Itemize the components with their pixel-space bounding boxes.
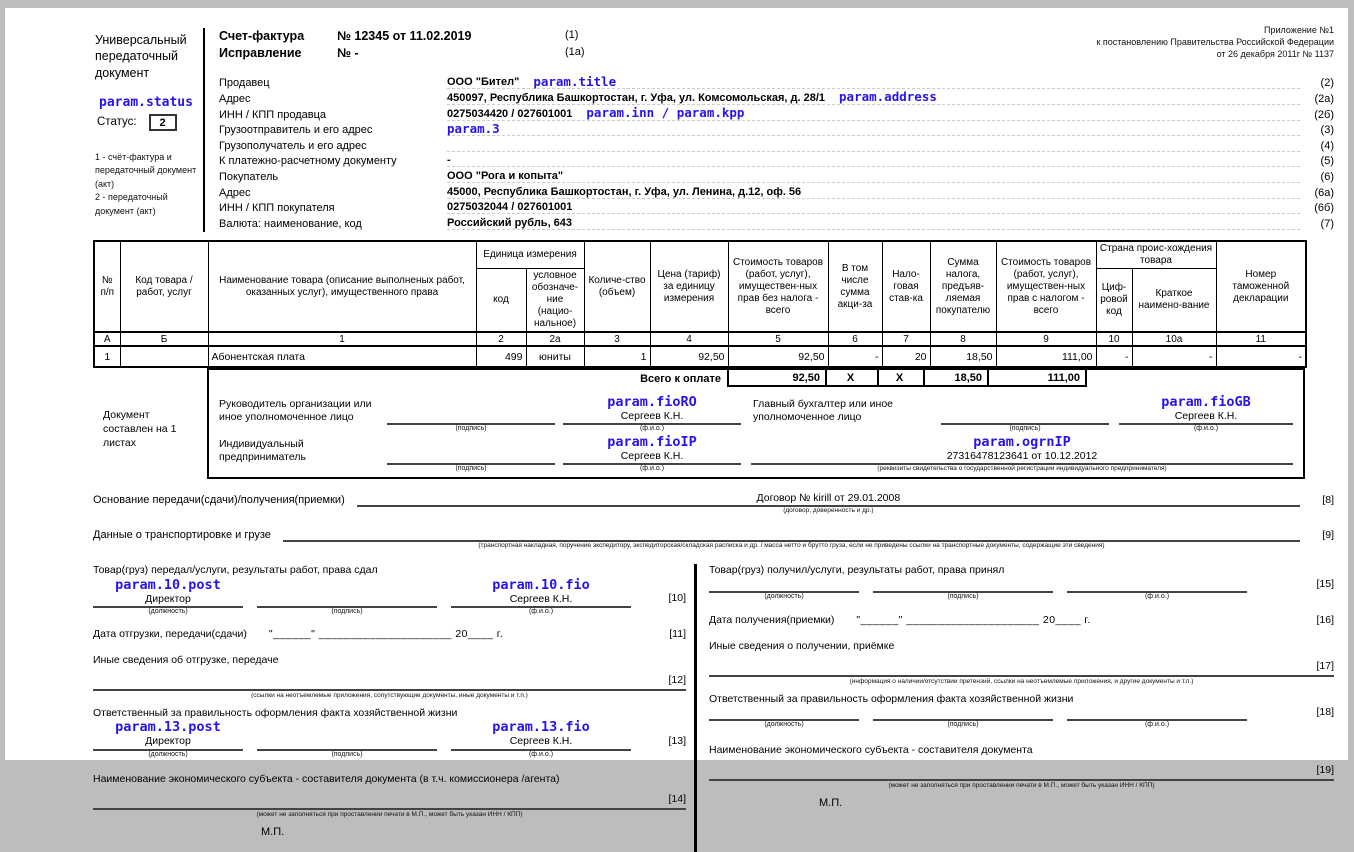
responsible-fio-field <box>451 720 631 759</box>
param-13-post-placeholder[interactable]: param.13.post <box>115 719 221 736</box>
status-value-box[interactable]: 2 <box>149 114 177 131</box>
invoice-title-row <box>219 28 719 45</box>
code-cell: 10 <box>1096 332 1132 346</box>
row-value-area <box>447 91 1300 105</box>
shipper-signature-line <box>257 594 437 608</box>
responsible-signature-caption: (подпись) <box>331 750 363 758</box>
shipper-fio-value: Сергеев К.Н. <box>451 593 631 608</box>
shipper-fio-field <box>451 578 631 617</box>
col-header-country-group: Страна проис-хождения товара <box>1096 241 1216 269</box>
col-header-cost-without-tax: Стоимость товаров (работ, услуг), имуществен-ных прав без налога - всего <box>728 241 828 332</box>
row-value-area <box>447 170 1300 183</box>
total-tax-sum: 18,50 <box>923 368 989 387</box>
receiver-resp-fio-field <box>1067 707 1247 729</box>
item-name: Абонентская плата <box>208 346 476 367</box>
row-label: К платежно-расчетному документу <box>219 155 397 168</box>
receiver-post-field <box>709 579 859 601</box>
row-value-area <box>447 217 1300 230</box>
head-signature-caption: (подпись) <box>455 425 487 433</box>
ip-fio-caption: (ф.и.о.) <box>639 464 665 472</box>
detail-row-buyer <box>219 167 1334 183</box>
marker-10: [10] <box>668 592 686 605</box>
receiver-resp-signature-line <box>873 707 1053 721</box>
total-cost-with-tax: 111,00 <box>987 368 1087 387</box>
shipment-date-blank: "______" _____________________ 20____ г. <box>268 628 504 641</box>
col-header-cost-with-tax: Стоимость товаров (работ, услуг), имуществен-ных прав с налогом - всего <box>996 241 1096 332</box>
shipper-responsible-label: Ответственный за правильность оформления факта хозяйственной жизни <box>93 707 458 720</box>
shipper-entity-caption: (может не заполняться при проставлении печати в М.П., может быть указан ИНН / КПП) <box>256 810 523 818</box>
row-value-area <box>447 73 1300 90</box>
code-cell: 2 <box>476 332 526 346</box>
transport-field <box>283 528 1300 550</box>
marker-11: [11] <box>669 628 686 641</box>
invoice-title-block <box>219 28 719 62</box>
detail-row-payment-doc <box>219 152 1334 168</box>
marker-14: [14] <box>668 792 686 805</box>
param-13-fio-placeholder[interactable]: param.13.fio <box>492 719 590 736</box>
receiver-signature-caption: (подпись) <box>947 593 979 601</box>
shipper-post-value: Директор <box>93 593 243 608</box>
ip-registration-value: 27316478123641 от 10.12.2012 <box>751 450 1293 465</box>
row-marker: (6) <box>1320 170 1334 183</box>
row-value-area <box>447 186 1300 199</box>
code-cell: 10а <box>1132 332 1216 346</box>
receiver-post-caption: (должность) <box>764 593 804 601</box>
code-cell: 2а <box>526 332 584 346</box>
upd-left-panel <box>93 28 205 232</box>
row-value-area <box>447 151 1300 152</box>
receiver-entity-caption: (может не заполняться при проставлении печати в М.П., может быть указан ИНН / КПП) <box>888 781 1155 789</box>
marker-14-row <box>93 793 686 805</box>
ip-registration-field <box>751 435 1293 473</box>
param-inn-kpp-placeholder[interactable]: param.inn / param.kpp <box>586 105 745 121</box>
row-marker: (6б) <box>1314 202 1334 215</box>
row-value: ООО "Бител" <box>447 76 520 89</box>
row-value: 45000, Республика Башкортостан, г. Уфа, ул. Ленина, д.12, оф. 56 <box>447 185 802 198</box>
row-label: Грузополучатель и его адрес <box>219 139 367 152</box>
receiving-other-caption: (информация о наличии/отсутствии претензий, ссылки на неотъемлемые приложения, и другие документы и т.п.) <box>849 677 1194 685</box>
row-value-area <box>447 201 1300 214</box>
receiver-resp-post-line <box>709 707 859 721</box>
receiver-entity-label: Наименование экономического субъекта - составителя документа <box>709 743 1033 756</box>
regulation-note <box>719 24 1334 62</box>
row-label: Адрес <box>219 92 251 105</box>
row-value: 0275034420 / 027601001 <box>447 107 573 120</box>
responsible-post-value: Директор <box>93 735 243 750</box>
detail-row-consignor <box>219 121 1334 137</box>
responsible-post-caption: (должность) <box>148 750 188 758</box>
row-label: ИНН / КПП покупателя <box>219 202 335 215</box>
signature-row-ip <box>219 435 1293 474</box>
head-fio-field <box>563 395 741 434</box>
receiver-resp-fio-caption: (ф.и.о.) <box>1144 721 1170 729</box>
row-label: Покупатель <box>219 170 279 183</box>
item-unit-code: 499 <box>476 346 526 367</box>
row-value: 450097, Республика Башкортостан, г. Уфа, ул. Комсомольская, д. 28/1 <box>447 91 826 104</box>
marker-12-row <box>93 674 686 686</box>
param-address-placeholder[interactable]: param.address <box>839 89 937 105</box>
responsible-post-field <box>93 720 243 759</box>
receiver-signature-field <box>873 579 1053 601</box>
row-marker: (2б) <box>1314 108 1334 121</box>
shipper-title: Товар(груз) передал/услуги, результаты работ, права сдал <box>93 563 378 576</box>
marker-12: [12] <box>668 674 686 687</box>
head-signature-line <box>387 411 555 425</box>
transport-marker: [9] <box>1322 528 1334 541</box>
param-10-post-placeholder[interactable]: param.10.post <box>115 576 221 593</box>
item-unit-symbol: юниты <box>526 346 584 367</box>
col-header-qty: Количе-ство (объем) <box>584 241 650 332</box>
regulation-note-line1: Приложение №1 <box>1264 25 1334 35</box>
items-table <box>93 240 1307 368</box>
row-marker: (2) <box>1320 77 1334 90</box>
code-cell: 6 <box>828 332 882 346</box>
regulation-note-line2: к постановлению Правительства Российской Федерации <box>1096 37 1334 48</box>
receiver-resp-post-field <box>709 707 859 729</box>
head-signature-field <box>387 411 555 433</box>
row-label: ИНН / КПП продавца <box>219 108 326 121</box>
receiver-resp-signature-field <box>873 707 1053 729</box>
item-code <box>120 346 208 367</box>
responsible-signature-field <box>257 737 437 759</box>
shipper-post-caption: (должность) <box>148 608 188 615</box>
total-tax-rate: X <box>877 368 925 387</box>
shipper-signature-caption: (подпись) <box>331 608 363 615</box>
shipper-post-field <box>93 578 243 617</box>
row-value-area <box>447 154 1300 167</box>
status-legend-1: 1 - счёт-фактура и передаточный документ (акт) <box>95 151 197 189</box>
marker-18: [18] <box>1316 705 1334 718</box>
transport-data-row <box>93 528 1334 550</box>
col-header-item-code: Код товара / работ, услуг <box>120 241 208 332</box>
item-npp: 1 <box>94 346 120 367</box>
row-value: - <box>447 154 451 167</box>
total-excise: X <box>825 368 879 387</box>
detail-row-seller <box>219 74 1334 90</box>
regulation-note-line3: от 26 декабря 2011г № 1137 <box>1216 49 1334 60</box>
document-sheet <box>5 8 1348 838</box>
marker-17-row <box>709 660 1334 672</box>
shipper-entity-label: Наименование экономического субъекта - составителя документа (в т.ч. комиссионера /агента) <box>93 772 560 785</box>
transport-caption: (транспортная накладная, поручение экспедитору, экспедиторская/складская расписка и др. / масса нетто и брутто груза, если не приведены ссылки на транспортные документы, содержащие эти сведения) <box>478 541 1105 549</box>
item-country-code: - <box>1096 346 1132 367</box>
item-row <box>94 346 1306 367</box>
param-fio-ro-placeholder[interactable]: param.fioRO <box>607 394 697 410</box>
ip-signature-field <box>387 451 555 473</box>
line-marker-1a: (1а) <box>565 45 585 58</box>
top-section <box>93 25 1334 232</box>
row-value: Российский рубль, 643 <box>447 216 573 229</box>
row-marker: (2а) <box>1314 92 1334 105</box>
col-header-tax-rate: Нало-говая став-ка <box>882 241 930 332</box>
param-ogrn-ip-placeholder[interactable]: param.ogrnIP <box>973 434 1071 451</box>
ip-fio-field <box>563 435 741 474</box>
item-qty: 1 <box>584 346 650 367</box>
row-marker: (4) <box>1320 139 1334 152</box>
code-cell: 9 <box>996 332 1096 346</box>
accountant-signature-caption: (подпись) <box>1009 425 1041 433</box>
marker-16: [16] <box>1316 613 1334 626</box>
receiver-resp-fio-line <box>1067 707 1247 721</box>
basis-caption: (договор, доверенность и др.) <box>783 507 874 515</box>
marker-13: [13] <box>668 734 686 747</box>
col-header-unit-group: Единица измерения <box>476 241 584 269</box>
receiver-entity-line <box>709 779 1334 781</box>
receiver-fio-line <box>1067 579 1247 593</box>
responsible-fio-value: Сергеев К.Н. <box>451 735 631 750</box>
ip-fio-value: Сергеев К.Н. <box>563 450 741 465</box>
detail-row-consignee <box>219 136 1334 152</box>
code-cell: А <box>94 332 120 346</box>
accountant-signature-line <box>941 411 1109 425</box>
invoice-number: № 12345 от 11.02.2019 <box>337 29 472 43</box>
shipper-responsible-row <box>93 720 686 759</box>
col-header-country-name: Краткое наимено-вание <box>1132 269 1216 333</box>
shipper-signature-row <box>93 578 686 617</box>
row-marker: (6а) <box>1314 186 1334 199</box>
ip-signature-line <box>387 451 555 465</box>
basis-marker: [8] <box>1322 493 1334 506</box>
receiving-date-blank: "______" _____________________ 20____ г. <box>856 613 1091 626</box>
receiving-other-label: Иные сведения о получении, приёмке <box>709 639 895 652</box>
totals-row <box>209 370 1303 387</box>
col-header-customs-number: Номер таможенной декларации <box>1216 241 1306 332</box>
code-cell: 5 <box>728 332 828 346</box>
item-tax-rate: 20 <box>882 346 930 367</box>
receiver-stamp-label: М.П. <box>819 796 843 809</box>
receiver-title: Товар(груз) получил/услуги, результаты работ, права принял <box>709 563 1005 576</box>
receiver-fio-field <box>1067 579 1247 601</box>
col-header-tax-sum: Сумма налога, предъяв-ляемая покупателю <box>930 241 996 332</box>
basis-label: Основание передачи(сдачи)/получения(приемки) <box>93 493 345 506</box>
invoice-detail-rows <box>219 74 1334 230</box>
bottom-section <box>93 564 1334 852</box>
receiver-signature-row <box>709 578 1334 602</box>
marker-17: [17] <box>1316 659 1334 672</box>
param-fio-gb-placeholder[interactable]: param.fioGB <box>1161 394 1251 410</box>
detail-row-buyer-inn <box>219 199 1334 215</box>
shipment-date-row <box>93 628 686 640</box>
param-3-placeholder[interactable]: param.3 <box>447 120 500 136</box>
ip-signature-caption: (подпись) <box>455 464 487 472</box>
head-role-label: Руководитель организации или иное уполномоченное лицо <box>219 398 372 424</box>
status-label: Статус: <box>97 116 137 129</box>
signature-box <box>207 368 1305 479</box>
invoice-header <box>205 25 1334 232</box>
row-marker: (5) <box>1320 155 1334 168</box>
status-line <box>95 114 197 131</box>
code-cell: 1 <box>208 332 476 346</box>
shipment-date-label: Дата отгрузки, передачи(сдачи) <box>93 628 247 641</box>
shipper-signature-field <box>257 594 437 616</box>
code-cell: 4 <box>650 332 728 346</box>
signature-row-head <box>219 395 1293 434</box>
detail-row-currency <box>219 214 1334 230</box>
transport-label: Данные о транспортировке и грузе <box>93 528 271 541</box>
shipment-other-caption: (ссылки на неотъемлемые приложения, сопутствующие документы, иные документы и т.п.) <box>251 692 528 700</box>
receiver-responsible-row <box>709 706 1334 730</box>
total-cost-without-tax: 92,50 <box>727 368 827 387</box>
accountant-fio-value: Сергеев К.Н. <box>1119 410 1293 425</box>
shipment-other-line <box>93 689 686 691</box>
accountant-fio-caption: (ф.и.о.) <box>1193 425 1219 433</box>
correction-row <box>219 45 719 62</box>
shipper-column <box>93 564 697 852</box>
receiver-signature-line <box>873 579 1053 593</box>
line-marker-1: (1) <box>565 29 579 41</box>
invoice-header-top <box>219 25 1334 62</box>
marker-15: [15] <box>1316 577 1334 590</box>
column-codes-row <box>94 332 1306 346</box>
code-cell: 11 <box>1216 332 1306 346</box>
code-cell: 8 <box>930 332 996 346</box>
item-customs-number: - <box>1216 346 1306 367</box>
row-value: ООО "Рога и копыта" <box>447 169 564 182</box>
param-title-placeholder[interactable]: param.title <box>533 73 617 89</box>
head-fio-value: Сергеев К.Н. <box>563 410 741 425</box>
col-header-npp: № п/п <box>94 241 120 332</box>
status-legend-2: 2 - передаточный документ (акт) <box>95 192 168 216</box>
basis-value: Договор № kirill от 29.01.2008 <box>357 492 1300 507</box>
basis-field <box>357 492 1300 515</box>
receiver-column <box>697 564 1334 852</box>
upd-title: Универсальный передаточный документ <box>95 33 187 80</box>
receiver-fio-caption: (ф.и.о.) <box>1144 593 1170 601</box>
accountant-role-label: Главный бухгалтер или иное уполномоченное лицо <box>753 398 894 424</box>
shipper-entity-line <box>93 808 686 810</box>
row-label: Грузоотправитель и его адрес <box>219 124 373 137</box>
transport-value-line <box>283 528 1300 542</box>
col-header-country-code: Циф-ровой код <box>1096 269 1132 333</box>
responsible-signature-line <box>257 737 437 751</box>
correction-number: № - <box>337 45 359 60</box>
col-header-excise: В том числе сумма акци-за <box>828 241 882 332</box>
transfer-basis-row <box>93 492 1334 515</box>
item-tax-sum: 18,50 <box>930 346 996 367</box>
detail-row-seller-inn <box>219 105 1334 121</box>
signature-section <box>93 368 1305 479</box>
col-header-item-name: Наименование товара (описание выполненых работ, оказанных услуг), имущественного права <box>208 241 476 332</box>
col-header-unit-code: код <box>476 269 526 333</box>
item-excise: - <box>828 346 882 367</box>
shipper-stamp-label: М.П. <box>261 825 285 838</box>
receiving-date-row <box>709 614 1334 626</box>
detail-row-seller-address <box>219 89 1334 105</box>
item-price: 92,50 <box>650 346 728 367</box>
responsible-fio-caption: (ф.и.о.) <box>528 750 554 758</box>
accountant-signature-field <box>941 411 1109 433</box>
row-label: Продавец <box>219 77 270 90</box>
totals-label: Всего к оплате <box>640 373 721 385</box>
accountant-fio-field <box>1119 395 1293 434</box>
row-value: 0275032044 / 027601001 <box>447 201 573 214</box>
item-cost-with-tax: 111,00 <box>996 346 1096 367</box>
row-value-area <box>447 120 1300 137</box>
param-fio-ip-placeholder[interactable]: param.fioIP <box>607 433 697 450</box>
param-10-fio-placeholder[interactable]: param.10.fio <box>492 576 590 593</box>
invoice-label: Счет-фактура <box>219 29 305 43</box>
code-cell: Б <box>120 332 208 346</box>
code-cell: 3 <box>584 332 650 346</box>
col-header-price: Цена (тариф) за единицу измерения <box>650 241 728 332</box>
document-pages-note: Документ составлен на 1 листах <box>103 409 177 450</box>
code-cell: 7 <box>882 332 930 346</box>
shipper-fio-caption: (ф.и.о.) <box>528 608 554 615</box>
receiving-date-label: Дата получения(приемки) <box>709 613 835 626</box>
receiver-resp-post-caption: (должность) <box>764 721 804 729</box>
row-label: Валюта: наименование, код <box>219 217 362 230</box>
ip-role-label: Индивидуальный предприниматель <box>219 437 306 463</box>
ip-registration-caption: (реквизиты свидетельства о государственной регистрации индивидуального предпринимателя) <box>877 465 1167 473</box>
receiver-responsible-label: Ответственный за правильность оформления факта хозяйственной жизни <box>709 692 1074 705</box>
param-status-placeholder[interactable]: param.status <box>99 94 193 110</box>
head-fio-caption: (ф.и.о.) <box>639 425 665 433</box>
detail-row-buyer-address <box>219 183 1334 199</box>
status-legend <box>95 151 197 219</box>
receiver-resp-signature-caption: (подпись) <box>947 721 979 729</box>
correction-label: Исправление <box>219 45 302 60</box>
item-country-name: - <box>1132 346 1216 367</box>
row-label: Адрес <box>219 186 251 199</box>
item-cost-without-tax: 92,50 <box>728 346 828 367</box>
row-marker: (7) <box>1320 217 1334 230</box>
col-header-unit-symbol: условное обозначе-ние (нацио-нальное) <box>526 269 584 333</box>
receiver-post-line <box>709 579 859 593</box>
row-value-area <box>447 107 1300 121</box>
receiving-other-line <box>709 675 1334 677</box>
row-marker: (3) <box>1320 124 1334 137</box>
shipment-other-label: Иные сведения об отгрузке, передаче <box>93 654 279 667</box>
marker-19: [19] <box>1316 763 1334 776</box>
